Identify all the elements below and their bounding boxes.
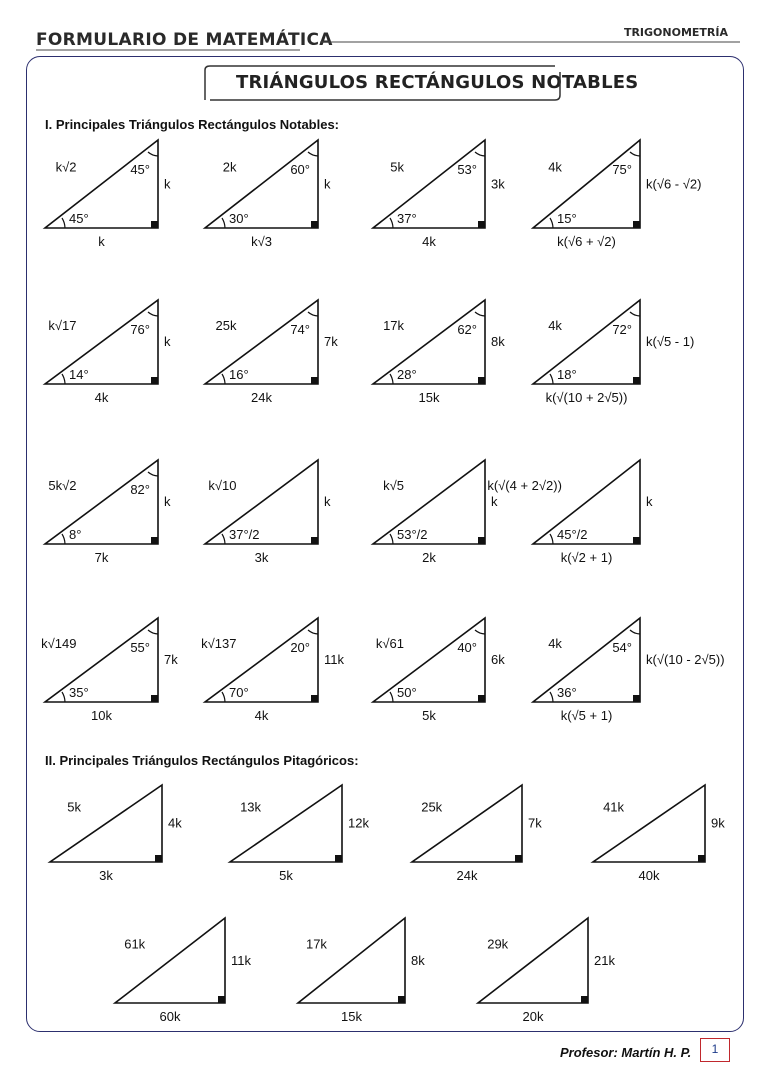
- notable-triangle-1-right-angle-mark: [151, 221, 158, 228]
- notable-triangle-2-bottom-angle-label: 30°: [229, 211, 249, 226]
- notable-triangle-12-bottom-angle-arc: [550, 534, 553, 544]
- notable-triangle-10-bottom-angle-arc: [222, 534, 225, 544]
- notable-triangle-16-bottom-angle-label: 36°: [557, 685, 577, 700]
- notable-triangle-8-hyp-label: 4k: [548, 317, 562, 333]
- pythagorean-triangle-3-leg-h-label: 24k: [456, 868, 478, 883]
- notable-triangle-1-leg-h-label: k: [98, 234, 105, 249]
- notable-triangle-10: [205, 460, 318, 544]
- pythagorean-triangle-4-leg-h-label: 40k: [638, 868, 660, 883]
- notable-triangle-16-right-angle-mark: [633, 695, 640, 702]
- notable-triangle-15-top-angle-label: 40°: [457, 640, 477, 655]
- notable-triangle-14-bottom-angle-label: 70°: [229, 685, 249, 700]
- notable-triangle-15-right-angle-mark: [478, 695, 485, 702]
- notable-triangle-2-leg-h-label: k√3: [251, 234, 272, 249]
- notable-triangle-6-top-angle-arc: [308, 312, 318, 316]
- notable-triangle-7-top-angle-arc: [475, 312, 485, 316]
- notable-triangle-14-bottom-angle-arc: [222, 692, 225, 702]
- notable-triangle-4-leg-h-label: k(√6 + √2): [557, 234, 616, 249]
- pythagorean-triangle-5: [115, 918, 225, 1003]
- notable-triangle-1-top-angle-label: 45°: [130, 162, 150, 177]
- notable-triangle-5-top-angle-arc: [148, 312, 158, 316]
- pythagorean-triangle-2-leg-v-label: 12k: [348, 815, 369, 831]
- notable-triangle-12-bottom-angle-label: 45°/2: [557, 527, 588, 542]
- notable-triangle-9: [45, 460, 158, 544]
- notable-triangle-6-bottom-angle-arc: [222, 374, 225, 384]
- notable-triangle-12-leg-h-label: k(√2 + 1): [560, 550, 613, 565]
- notable-triangle-16: [533, 618, 640, 702]
- notable-triangle-14-top-angle-arc: [308, 630, 318, 634]
- notable-triangle-2-hyp-label: 2k: [222, 159, 237, 175]
- notable-triangle-3-right-angle-mark: [478, 221, 485, 228]
- notable-triangle-11-bottom-angle-label: 53°/2: [397, 527, 428, 542]
- pythagorean-triangle-7: [478, 918, 588, 1003]
- notable-triangle-13-hyp-label: k√149: [41, 635, 77, 651]
- notable-triangle-7-leg-v-label: 8k: [491, 334, 505, 350]
- pythagorean-triangle-2-right-angle-mark: [335, 855, 342, 862]
- notable-triangle-9-leg-v-label: k: [164, 494, 171, 510]
- notable-triangle-6-top-angle-label: 74°: [290, 322, 310, 337]
- pythagorean-triangle-2: [230, 785, 342, 862]
- notable-triangle-13-bottom-angle-arc: [62, 692, 65, 702]
- notable-triangle-6-leg-v-label: 7k: [324, 334, 338, 350]
- pythagorean-triangle-6-right-angle-mark: [398, 996, 405, 1003]
- notable-triangle-2-leg-v-label: k: [324, 176, 331, 192]
- pythagorean-triangle-4-hyp-label: 41k: [603, 799, 625, 815]
- pythagorean-triangle-5-hyp-label: 61k: [124, 936, 146, 952]
- notable-triangle-12-right-angle-mark: [633, 537, 640, 544]
- pythagorean-triangle-4-right-angle-mark: [698, 855, 705, 862]
- notable-triangle-8-leg-v-label: k(√5 - 1): [646, 334, 695, 350]
- notable-triangle-3-hyp-label: 5k: [390, 159, 405, 175]
- notable-triangle-8-bottom-angle-arc: [550, 374, 553, 384]
- notable-triangle-4-bottom-angle-arc: [550, 218, 553, 228]
- notable-triangle-15-bottom-angle-label: 50°: [397, 685, 417, 700]
- notable-triangle-3-top-angle-label: 53°: [457, 162, 477, 177]
- notable-triangle-4-bottom-angle-label: 15°: [557, 211, 577, 226]
- notable-triangle-16-bottom-angle-arc: [550, 692, 553, 702]
- notable-triangle-3-leg-v-label: 3k: [491, 176, 505, 192]
- notable-triangle-5: [45, 300, 158, 384]
- notable-triangle-7-bottom-angle-arc: [390, 374, 393, 384]
- notable-triangle-4-top-angle-arc: [630, 152, 640, 156]
- pythagorean-triangle-1-hyp-label: 5k: [67, 799, 82, 815]
- notable-triangle-7-bottom-angle-label: 28°: [397, 367, 417, 382]
- notable-triangle-14-top-angle-label: 20°: [290, 640, 310, 655]
- pythagorean-triangle-5-leg-h-label: 60k: [159, 1009, 181, 1024]
- notable-triangle-3-bottom-angle-arc: [390, 218, 393, 228]
- notable-triangle-13: [45, 618, 158, 702]
- notable-triangle-9-hyp-label: 5k√2: [48, 477, 77, 493]
- notable-triangle-2-top-angle-arc: [308, 152, 318, 156]
- notable-triangle-1: [45, 140, 158, 228]
- page-title: TRIÁNGULOS RECTÁNGULOS NOTABLES: [236, 72, 639, 93]
- notable-triangle-13-right-angle-mark: [151, 695, 158, 702]
- notable-triangle-12-leg-v-label: k: [646, 494, 653, 510]
- notable-triangle-8-top-angle-arc: [630, 312, 640, 316]
- pythagorean-triangle-5-right-angle-mark: [218, 996, 225, 1003]
- pythagorean-triangle-4-leg-v-label: 9k: [711, 815, 725, 831]
- notable-triangle-14-hyp-label: k√137: [201, 635, 237, 651]
- pythagorean-triangle-4: [593, 785, 705, 862]
- notable-triangle-9-leg-h-label: 7k: [94, 550, 109, 565]
- notable-triangle-4-top-angle-label: 75°: [612, 162, 632, 177]
- notable-triangle-15-leg-v-label: 6k: [491, 652, 505, 668]
- notable-triangle-1-bottom-angle-label: 45°: [69, 211, 89, 226]
- notable-triangle-7-right-angle-mark: [478, 377, 485, 384]
- notable-triangle-9-top-angle-arc: [148, 472, 158, 476]
- notable-triangle-15-hyp-label: k√61: [375, 635, 405, 651]
- notable-triangle-5-leg-h-label: 4k: [94, 390, 109, 405]
- notable-triangle-13-leg-h-label: 10k: [91, 708, 112, 723]
- notable-triangle-1-leg-v-label: k: [164, 176, 171, 192]
- notable-triangle-13-top-angle-arc: [148, 630, 158, 634]
- notable-triangle-3-bottom-angle-label: 37°: [397, 211, 417, 226]
- notable-triangle-7-top-angle-label: 62°: [457, 322, 477, 337]
- pythagorean-triangle-3-right-angle-mark: [515, 855, 522, 862]
- pythagorean-triangle-7-hyp-label: 29k: [487, 936, 509, 952]
- notable-triangle-2-top-angle-label: 60°: [290, 162, 310, 177]
- notable-triangle-14-leg-h-label: 4k: [254, 708, 269, 723]
- pythagorean-triangle-6-leg-h-label: 15k: [341, 1009, 362, 1024]
- pythagorean-triangle-1-right-angle-mark: [155, 855, 162, 862]
- pythagorean-triangle-7-leg-v-label: 21k: [594, 952, 615, 968]
- notable-triangle-5-bottom-angle-arc: [62, 374, 65, 384]
- notable-triangle-16-top-angle-label: 54°: [612, 640, 632, 655]
- notable-triangle-9-bottom-angle-arc: [62, 534, 65, 544]
- notable-triangle-10-right-angle-mark: [311, 537, 318, 544]
- notable-triangle-4: [533, 140, 640, 228]
- notable-triangle-14-right-angle-mark: [311, 695, 318, 702]
- pythagorean-triangle-2-hyp-label: 13k: [240, 799, 262, 815]
- notable-triangle-16-leg-h-label: k(√5 + 1): [560, 708, 613, 723]
- notable-triangle-14: [205, 618, 318, 702]
- notable-triangle-6-right-angle-mark: [311, 377, 318, 384]
- pythagorean-triangle-1-leg-h-label: 3k: [99, 868, 113, 883]
- notable-triangle-3-leg-h-label: 4k: [422, 234, 436, 249]
- notable-triangle-16-top-angle-arc: [630, 630, 640, 634]
- notable-triangle-13-bottom-angle-label: 35°: [69, 685, 89, 700]
- notable-triangle-9-top-angle-label: 82°: [130, 482, 150, 497]
- notable-triangle-4-leg-v-label: k(√6 - √2): [646, 176, 702, 192]
- notable-triangle-6-hyp-label: 25k: [215, 317, 237, 333]
- notable-triangle-8-right-angle-mark: [633, 377, 640, 384]
- pythagorean-triangle-6: [298, 918, 405, 1003]
- notable-triangle-2-bottom-angle-arc: [222, 218, 225, 228]
- notable-triangle-3-top-angle-arc: [475, 152, 485, 156]
- header-left-title: FORMULARIO DE MATEMÁTICA: [36, 30, 333, 50]
- pythagorean-triangle-2-leg-h-label: 5k: [279, 868, 293, 883]
- notable-triangle-8-leg-h-label: k(√(10 + 2√5)): [545, 390, 628, 405]
- notable-triangle-10-leg-v-label: k: [324, 494, 331, 510]
- pythagorean-triangle-3-hyp-label: 25k: [421, 799, 443, 815]
- notable-triangle-13-leg-v-label: 7k: [164, 652, 178, 668]
- pythagorean-triangle-1-leg-v-label: 4k: [168, 815, 182, 831]
- notable-triangle-5-leg-v-label: k: [164, 334, 171, 350]
- notable-triangle-1-bottom-angle-arc: [62, 218, 65, 228]
- notable-triangle-4-hyp-label: 4k: [548, 159, 562, 175]
- notable-triangle-6-leg-h-label: 24k: [251, 390, 272, 405]
- notable-triangle-16-leg-v-label: k(√(10 - 2√5)): [646, 652, 725, 668]
- notable-triangle-7-hyp-label: 17k: [383, 317, 405, 333]
- notable-triangle-11: [373, 460, 485, 544]
- section-pitagoricos-heading: II. Principales Triángulos Rectángulos Pitagóricos:: [45, 753, 359, 768]
- header-right-title: TRIGONOMETRÍA: [623, 26, 728, 39]
- notable-triangle-15-top-angle-arc: [475, 630, 485, 634]
- notable-triangle-11-right-angle-mark: [478, 537, 485, 544]
- notable-triangle-5-hyp-label: k√17: [48, 317, 77, 333]
- notable-triangle-14-leg-v-label: 11k: [324, 652, 344, 668]
- footer-professor: Profesor: Martín H. P.: [560, 1045, 692, 1060]
- notable-triangle-5-top-angle-label: 76°: [130, 322, 150, 337]
- notable-triangle-6-bottom-angle-label: 16°: [229, 367, 249, 382]
- notable-triangle-7-leg-h-label: 15k: [418, 390, 440, 405]
- section-notables-heading: I. Principales Triángulos Rectángulos Notables:: [45, 117, 340, 132]
- notable-triangle-10-bottom-angle-label: 37°/2: [229, 527, 260, 542]
- notable-triangle-8-bottom-angle-label: 18°: [557, 367, 577, 382]
- page-number: 1: [700, 1038, 730, 1062]
- notable-triangle-7: [373, 300, 485, 384]
- notable-triangle-11-bottom-angle-arc: [390, 534, 393, 544]
- notable-triangle-2-right-angle-mark: [311, 221, 318, 228]
- notable-triangle-8-top-angle-label: 72°: [612, 322, 632, 337]
- pythagorean-triangle-6-hyp-label: 17k: [305, 936, 327, 952]
- notable-triangle-8: [533, 300, 640, 384]
- notable-triangle-15: [373, 618, 485, 702]
- notable-triangle-12-hyp-label: k(√(4 + 2√2)): [487, 477, 562, 493]
- notable-triangle-10-hyp-label: k√10: [208, 477, 237, 493]
- notable-triangle-6: [205, 300, 318, 384]
- pythagorean-triangle-1: [50, 785, 162, 862]
- notable-triangle-2: [205, 140, 318, 228]
- notable-triangle-3: [373, 140, 485, 228]
- notable-triangle-1-top-angle-arc: [148, 152, 158, 156]
- notable-triangle-9-right-angle-mark: [151, 537, 158, 544]
- notable-triangle-11-leg-v-label: k: [491, 494, 498, 510]
- notable-triangle-15-bottom-angle-arc: [390, 692, 393, 702]
- pythagorean-triangle-7-right-angle-mark: [581, 996, 588, 1003]
- notable-triangle-5-right-angle-mark: [151, 377, 158, 384]
- title-bracket-right: [210, 72, 560, 100]
- title-bracket-left: [205, 66, 555, 100]
- pythagorean-triangle-5-leg-v-label: 11k: [231, 952, 251, 968]
- pythagorean-triangle-3-leg-v-label: 7k: [528, 815, 542, 831]
- notable-triangle-10-leg-h-label: 3k: [254, 550, 269, 565]
- notable-triangle-11-leg-h-label: 2k: [422, 550, 436, 565]
- pythagorean-triangle-3: [412, 785, 522, 862]
- notable-triangle-13-top-angle-label: 55°: [130, 640, 150, 655]
- pythagorean-triangle-6-leg-v-label: 8k: [411, 952, 425, 968]
- notable-triangle-5-bottom-angle-label: 14°: [69, 367, 89, 382]
- notable-triangle-1-hyp-label: k√2: [55, 159, 77, 175]
- notable-triangle-9-bottom-angle-label: 8°: [69, 527, 82, 542]
- pythagorean-triangle-7-leg-h-label: 20k: [522, 1009, 544, 1024]
- notable-triangle-4-right-angle-mark: [633, 221, 640, 228]
- notable-triangle-16-hyp-label: 4k: [548, 635, 562, 651]
- notable-triangle-15-leg-h-label: 5k: [422, 708, 436, 723]
- notable-triangle-11-hyp-label: k√5: [383, 477, 405, 493]
